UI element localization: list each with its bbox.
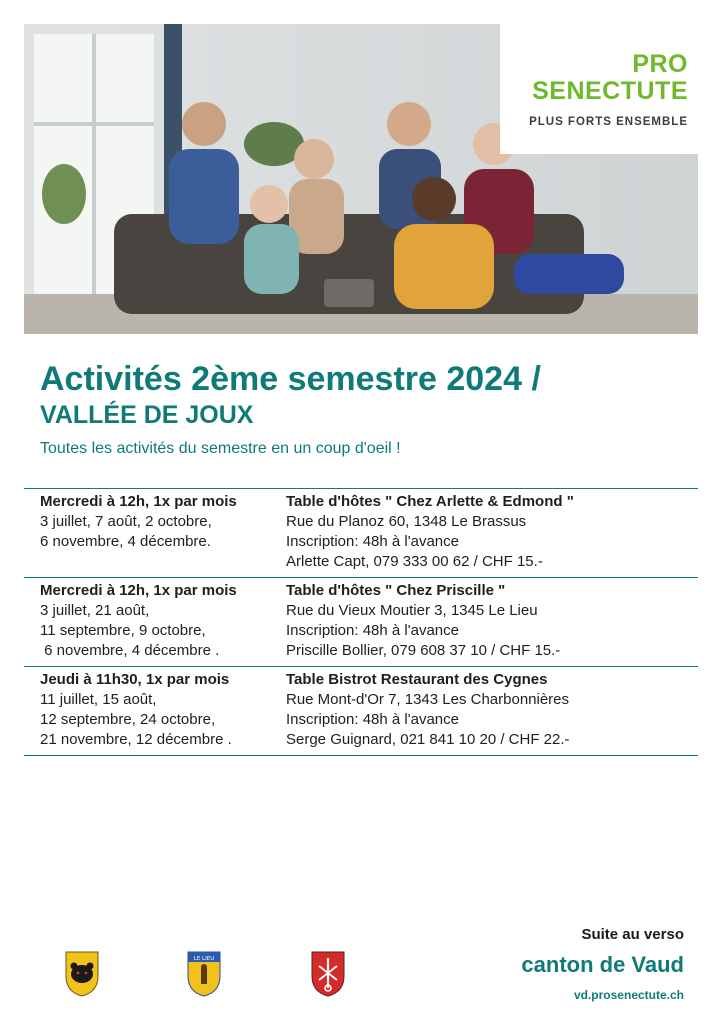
le-lieu-coat-of-arms-icon: [186, 950, 222, 998]
table-row: [24, 666, 698, 756]
dates-line: 21 novembre, 12 décembre .: [40, 731, 232, 748]
le-lieu-label: LE LIEU: [193, 956, 215, 962]
dates-line: 11 juillet, 15 août,: [40, 691, 157, 708]
dates-line: 3 juillet, 21 août,: [40, 602, 150, 619]
schedule-column: [40, 581, 280, 661]
dates-line: 12 septembre, 24 octobre,: [40, 711, 216, 728]
schedule-column: [40, 670, 280, 750]
contact-info: Priscille Bollier, 079 608 37 10 / CHF 15.-: [286, 642, 561, 659]
logo-word-senectute: SENECTUTE: [532, 77, 688, 105]
intro-text: Toutes les activités du semestre en un coup d'oeil !: [40, 440, 401, 457]
venue-name: Table d'hôtes " Chez Priscille ": [286, 582, 506, 599]
continued-on-back-text: Suite au verso: [581, 926, 684, 943]
frequency-label: Mercredi à 12h, 1x par mois: [40, 493, 237, 510]
table-row: [24, 577, 698, 666]
venue-address: Rue du Planoz 60, 1348 Le Brassus: [286, 513, 527, 530]
frequency-label: Jeudi à 11h30, 1x par mois: [40, 671, 230, 688]
dates-line: 6 novembre, 4 décembre.: [40, 533, 211, 550]
venue-column: [286, 581, 686, 661]
contact-info: Serge Guignard, 021 841 10 20 / CHF 22.-: [286, 731, 570, 748]
canton-label: canton de Vaud: [521, 952, 684, 977]
venue-name: Table d'hôtes " Chez Arlette & Edmond ": [286, 493, 574, 510]
contact-info: Arlette Capt, 079 333 00 62 / CHF 15.-: [286, 553, 543, 570]
page-title: Activités 2ème semestre 2024 /: [40, 360, 541, 398]
schedule-column: [40, 492, 280, 552]
venue-address: Rue du Vieux Moutier 3, 1345 Le Lieu: [286, 602, 538, 619]
pro-senectute-logo: [500, 24, 698, 154]
dates-line: 6 novembre, 4 décembre .: [40, 642, 220, 659]
inscription-info: Inscription: 48h à l'avance: [286, 711, 459, 728]
bear-coat-of-arms-icon: [64, 950, 100, 998]
venue-address: Rue Mont-d'Or 7, 1343 Les Charbonnières: [286, 691, 570, 708]
venue-column: [286, 492, 686, 572]
website-link[interactable]: vd.prosenectute.ch: [573, 988, 684, 1002]
inscription-info: Inscription: 48h à l'avance: [286, 622, 459, 639]
inscription-info: Inscription: 48h à l'avance: [286, 533, 459, 550]
dates-line: 3 juillet, 7 août, 2 octobre,: [40, 513, 212, 530]
logo-word-pro: PRO: [632, 50, 688, 78]
logo-tagline: PLUS FORTS ENSEMBLE: [529, 116, 688, 128]
venue-column: [286, 670, 686, 750]
frequency-label: Mercredi à 12h, 1x par mois: [40, 582, 237, 599]
dates-line: 11 septembre, 9 octobre,: [40, 622, 206, 639]
page-subtitle: VALLÉE DE JOUX: [40, 401, 254, 429]
red-coat-of-arms-icon: [310, 950, 346, 998]
activities-table: [24, 488, 698, 756]
venue-name: Table Bistrot Restaurant des Cygnes: [286, 671, 548, 688]
table-row: [24, 488, 698, 577]
